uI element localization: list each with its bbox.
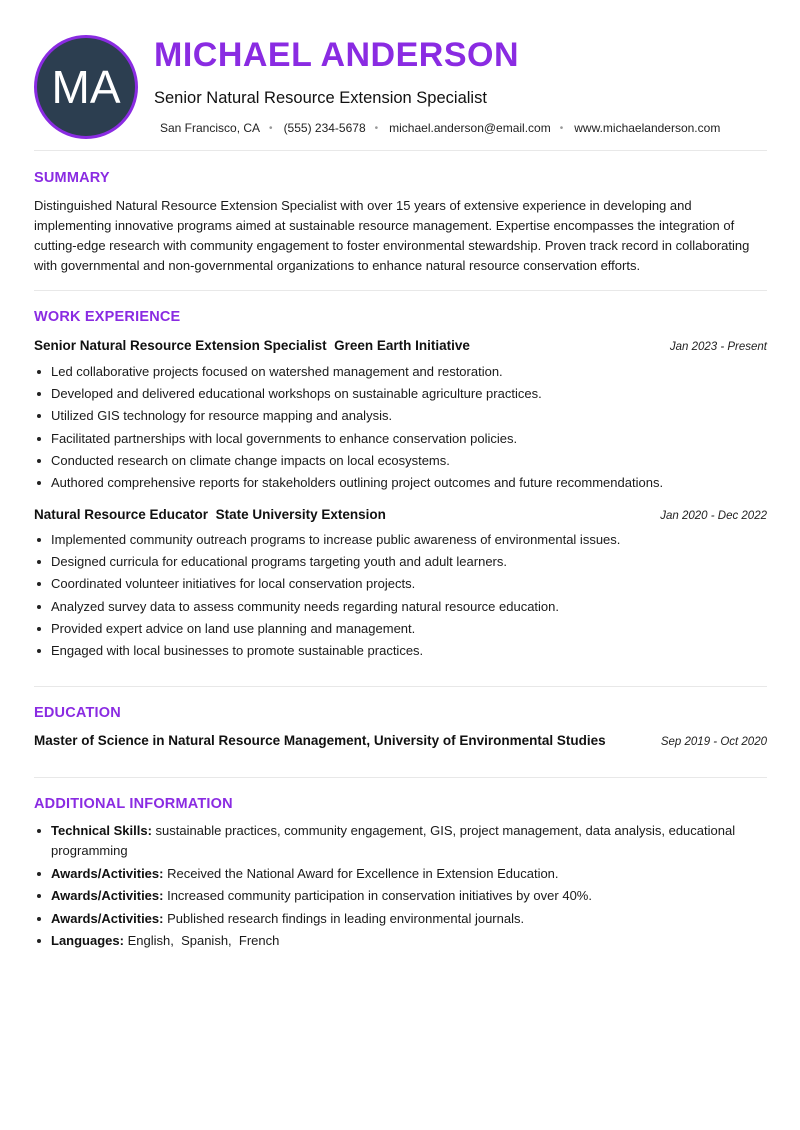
candidate-name: MICHAEL ANDERSON	[154, 36, 520, 74]
list-item: Led collaborative projects focused on watershed management and restoration.	[34, 361, 767, 383]
avatar	[34, 35, 138, 139]
job-title-line	[34, 507, 386, 522]
list-item: Utilized GIS technology for resource mapping and analysis.	[34, 405, 767, 427]
avatar-initials: MA	[51, 61, 121, 113]
list-item	[34, 821, 767, 861]
contact-website[interactable]: www.michaelanderson.com	[574, 121, 721, 135]
list-item: Coordinated volunteer initiatives for local conservation projects.	[34, 573, 767, 595]
contact-bar	[160, 121, 720, 135]
job-header	[34, 507, 767, 522]
education-entry	[34, 733, 767, 748]
job-header	[34, 338, 767, 353]
degree: Master of Science in Natural Resource Management, University of Environmental Studies	[34, 733, 606, 748]
job-dates: Jan 2020 - Dec 2022	[660, 510, 767, 522]
section-heading-experience: WORK EXPERIENCE	[34, 309, 181, 325]
list-item: Developed and delivered educational workshops on sustainable agriculture practices.	[34, 383, 767, 405]
list-item: Analyzed survey data to assess community needs regarding natural resource education.	[34, 596, 767, 618]
item-text: English, Spanish, French	[127, 933, 280, 948]
item-text: Received the National Award for Excellence in Extension Education.	[167, 865, 559, 881]
item-text: Published research findings in leading environmental journals.	[167, 910, 525, 926]
education-dates: Sep 2019 - Oct 2020	[660, 736, 767, 748]
list-item: Facilitated partnerships with local governments to enhance conservation policies.	[34, 428, 767, 450]
separator-dot: •	[269, 122, 273, 134]
summary-text: Distinguished Natural Resource Extension Specialist with over 15 years of extensive experience in developing and implementing innovative programs aimed at sustainable resource management. Expertise encompasses the integration of cutting-edge research with community engagement to foster environmental stewardship. Proven track record in collaborating with governmental and non-governmental organizations to enhance natural resource conservation efforts.	[34, 198, 750, 273]
separator-dot: •	[559, 122, 564, 134]
divider	[34, 150, 767, 151]
item-label: Languages:	[51, 933, 124, 948]
item-text: sustainable practices, community engagement, GIS, project management, data analysis, educational programming	[51, 823, 736, 858]
list-item: Conducted research on climate change impacts on local ecosystems.	[34, 450, 767, 472]
list-item	[34, 931, 767, 951]
list-item: Provided expert advice on land use planning and management.	[34, 618, 767, 640]
divider	[34, 777, 767, 778]
list-item	[34, 886, 767, 906]
job-organization: Green Earth Initiative	[334, 338, 470, 353]
job-title: Natural Resource Educator	[34, 507, 209, 522]
additional-info-list	[34, 821, 767, 954]
job-bullets	[34, 361, 767, 494]
item-label: Awards/Activities:	[51, 865, 164, 881]
item-label: Awards/Activities:	[51, 910, 164, 926]
list-item: Implemented community outreach programs to increase public awareness of environmental issues.	[34, 529, 767, 551]
job-bullets	[34, 529, 767, 662]
job-dates: Jan 2023 - Present	[669, 341, 767, 353]
contact-email[interactable]: michael.anderson@email.com	[389, 121, 551, 135]
job-title: Senior Natural Resource Extension Specialist	[34, 338, 327, 353]
contact-phone: (555) 234-5678	[283, 121, 366, 135]
section-heading-additional: ADDITIONAL INFORMATION	[34, 796, 233, 812]
divider	[34, 290, 767, 291]
list-item	[34, 864, 767, 884]
list-item: Authored comprehensive reports for stakeholders outlining project outcomes and future recommendations.	[34, 472, 767, 494]
section-heading-education: EDUCATION	[34, 705, 121, 721]
separator-dot: •	[374, 122, 379, 134]
divider	[34, 686, 767, 687]
job-title-line	[34, 338, 470, 353]
item-label: Awards/Activities:	[51, 888, 164, 903]
list-item: Engaged with local businesses to promote sustainable practices.	[34, 640, 767, 662]
candidate-title: Senior Natural Resource Extension Specialist	[154, 89, 487, 107]
section-heading-summary: SUMMARY	[34, 170, 110, 186]
contact-location: San Francisco, CA	[160, 121, 261, 135]
list-item	[34, 909, 767, 929]
job-organization: State University Extension	[215, 507, 386, 522]
item-label: Technical Skills:	[51, 823, 152, 838]
list-item: Designed curricula for educational programs targeting youth and adult learners.	[34, 551, 767, 573]
item-text: Increased community participation in conservation initiatives by over 40%.	[167, 888, 592, 903]
